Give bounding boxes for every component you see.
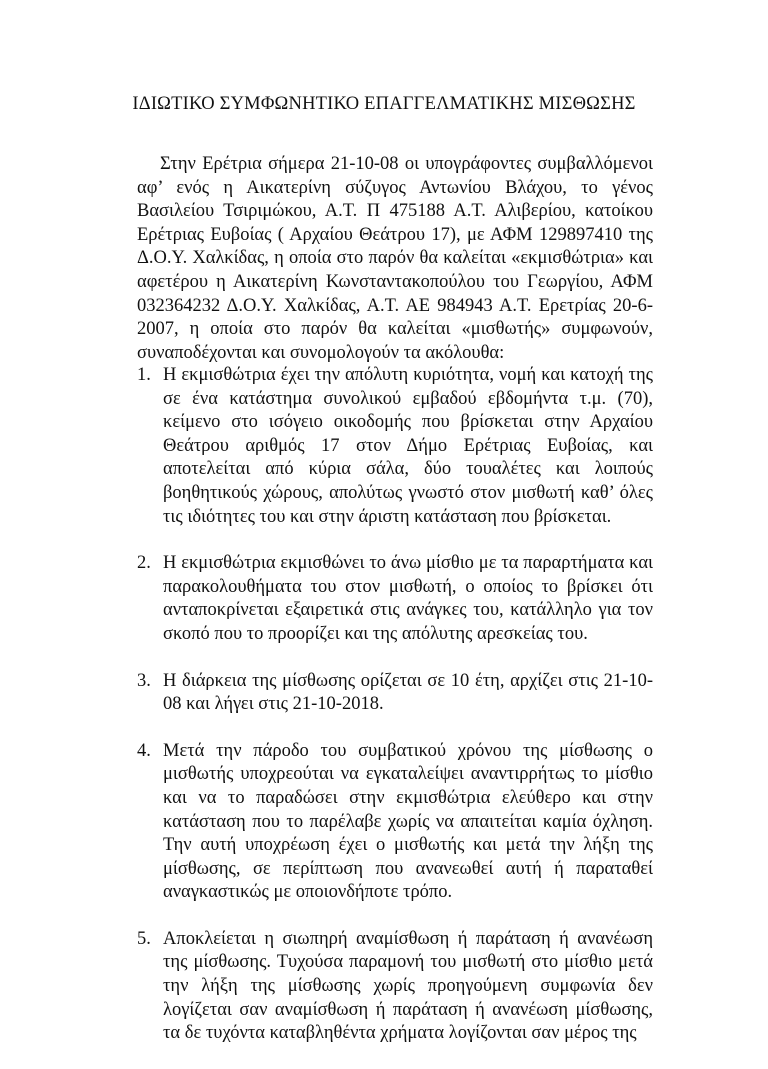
clause-number: 2. <box>137 553 151 574</box>
clause-text: Μετά την πάροδο του συμβατικού χρόνου της μίσθωσης ο μισθωτής υποχρεούται να εγκαταλείψει αναντιρρήτως το μίσθιο και να το παραδώσει στην εκμισθώτρια ελεύθερο και στην κατάσταση που το παρέλαβε χωρίς να απαιτείται καμία όχληση. Την αυτή υποχρέωση έχει ο μισθωτής και μετά την λήξη της μίσθωσης, σε περίπτωση που ανανεωθεί αυτή ή παραταθεί αναγκαστικώς με οποιονδήποτε τρόπο. <box>163 740 653 903</box>
clause-item <box>137 740 653 905</box>
clause-text: Η διάρκεια της μίσθωσης ορίζεται σε 10 έτη, αρχίζει στις 21-10-08 και λήγει στις 21-10-2018. <box>163 670 653 715</box>
document-title: ΙΔΙΩΤΙΚΟ ΣΥΜΦΩΝΗΤΙΚΟ ΕΠΑΓΓΕΛΜΑΤΙΚΗΣ ΜΙΣΘΩΣΗΣ <box>132 94 636 114</box>
clause-item <box>137 670 653 717</box>
intro-paragraph: Στην Ερέτρια σήμερα 21-10-08 οι υπογράφοντες συμβαλλόμενοι αφ’ ενός η Αικατερίνη σύζυγος Αντωνίου Βλάχου, το γένος Βασιλείου Τσιριμώκου, Α.Τ. Π 475188 Α.Τ. Αλιβερίου, κατοίκου Ερέτριας Ευβοίας ( Αρχαίου Θεάτρου 17), με ΑΦΜ 129897410 της Δ.Ο.Υ. Χαλκίδας, η οποία στο παρόν θα καλείται «εκμισθώτρια» και αφετέρου η Αικατερίνη Κωνσταντακοπούλου του Γεωργίου, ΑΦΜ 032364232 Δ.Ο.Υ. Χαλκίδας, Α.Τ. ΑΕ 984943 Α.Τ. Ερετρίας 20-6-2007, η οποία στο παρόν θα καλείται «μισθωτής» συμφωνούν, συναποδέχονται και συνομολογούν τα ακόλουθα: <box>137 154 653 363</box>
clause-number: 4. <box>137 740 151 761</box>
clause-number: 5. <box>137 928 151 949</box>
clause-item <box>137 928 653 1046</box>
clause-text: Αποκλείεται η σιωπηρή αναμίσθωση ή παράταση ή ανανέωση της μίσθωσης. Τυχούσα παραμονή του μισθωτή στο μίσθιο μετά την λήξη της μίσθωσης χωρίς προηγούμενη συμφωνία δεν λογίζεται σαν αναμίσθωση ή παράταση ή ανανέωση μίσθωσης, τα δε τυχόντα καταβληθέντα χρήματα λογίζονται σαν μέρος της <box>163 928 653 1044</box>
clause-item <box>137 552 653 646</box>
clause-number: 3. <box>137 670 151 691</box>
clause-text: Η εκμισθώτρια έχει την απόλυτη κυριότητα, νομή και κατοχή της σε ένα κατάστημα συνολικού εμβαδού εβδομήντα τ.μ. (70), κείμενο στο ισόγειο οικοδομής που βρίσκεται στην Αρχαίου Θεάτρου αριθμός 17 στον Δήμο Ερέτριας Ευβοίας, και αποτελείται από κύρια σάλα, δύο τουαλέτες και λοιπούς βοηθητικούς χώρους, απολύτως γνωστό στον μισθωτή καθ’ όλες τις ιδιότητες του και στην άριστη κατάσταση που βρίσκεται. <box>163 365 653 527</box>
clause-item <box>137 364 653 529</box>
clause-text: Η εκμισθώτρια εκμισθώνει το άνω μίσθιο με τα παραρτήματα και παρακολουθήματα του στον μισθωτή, ο οποίος το βρίσκει ότι ανταποκρίνεται εξαιρετικά στις ανάγκες του, κατάλληλο για τον σκοπό που το προορίζει και της απόλυτης αρεσκείας του. <box>163 553 653 644</box>
clauses-list <box>137 364 653 1069</box>
clause-number: 1. <box>137 365 151 385</box>
